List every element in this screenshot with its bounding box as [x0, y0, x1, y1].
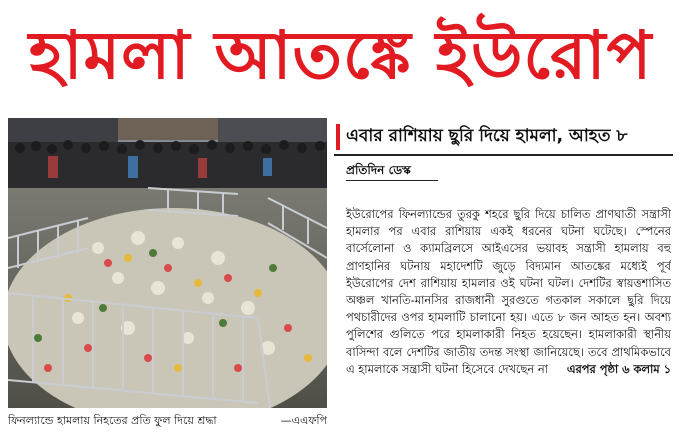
photo-caption — [8, 410, 327, 432]
subheadline-accent — [336, 124, 340, 150]
article-body — [346, 206, 671, 434]
news-photo — [8, 118, 327, 408]
caption-text: ফিনল্যান্ডে হামলায় নিহতের প্রতি ফুল দিয়ে শ্রদ্ধা — [8, 414, 217, 427]
memorial-flowers-image — [8, 118, 327, 408]
photo-credit: —এএফপি — [280, 414, 327, 427]
continued-on[interactable]: এরপর পৃষ্ঠা ৬ কলাম ১ — [566, 361, 671, 376]
article-text: ইউরোপের ফিনল্যান্ডের তুরকু শহরে ছুরি দিয়ে চালিত প্রাণঘাতী সন্ত্রাসী হামলার পর এবার রাশিয়ায় একই ধরনের ঘটনা ঘটেছে। স্পেনের বার্সেলোনা ও ক্যামব্রিলসে আইএসের ভয়াবহ সন্ত্রাসী হামলায় বহু প্রাণহানির ঘটনায় মহাদেশটি জুড়ে বিদ্যমান আতঙ্কের মধ্যেই পূর্ব ইউরোপের দেশ রাশিয়ায় হামলার ওই ঘটনা ঘটল। দেশটির স্বায়ত্তশাসিত অঞ্চল খানতি-মানসির রাজধানী সুরগুতে গতকাল সকালে ছুরি দিয়ে পথচারীদের ওপর হামলাটি চালানো হয়। এতে ৮ জন আহত হন। অবশ্য পুলিশের গুলিতে পরে হামলাকারী নিহত হয়েছেন। হামলাকারী স্থানীয় বাসিন্দা বলে দেশটির জাতীয় তদন্ত সংস্থা জানিয়েছে। তবে প্রাথমিকভাবে এ হামলাকে সন্ত্রাসী ঘটনা হিসেবে দেখছেন না — [346, 207, 671, 376]
byline-rule — [346, 180, 438, 181]
headline: হামলা আতঙ্কে ইউরোপ — [28, 17, 653, 94]
subheadline: এবার রাশিয়ায় ছুরি দিয়ে হামলা, আহত ৮ — [346, 126, 628, 146]
byline-desk: প্রতিদিন ডেস্ক — [346, 163, 411, 177]
